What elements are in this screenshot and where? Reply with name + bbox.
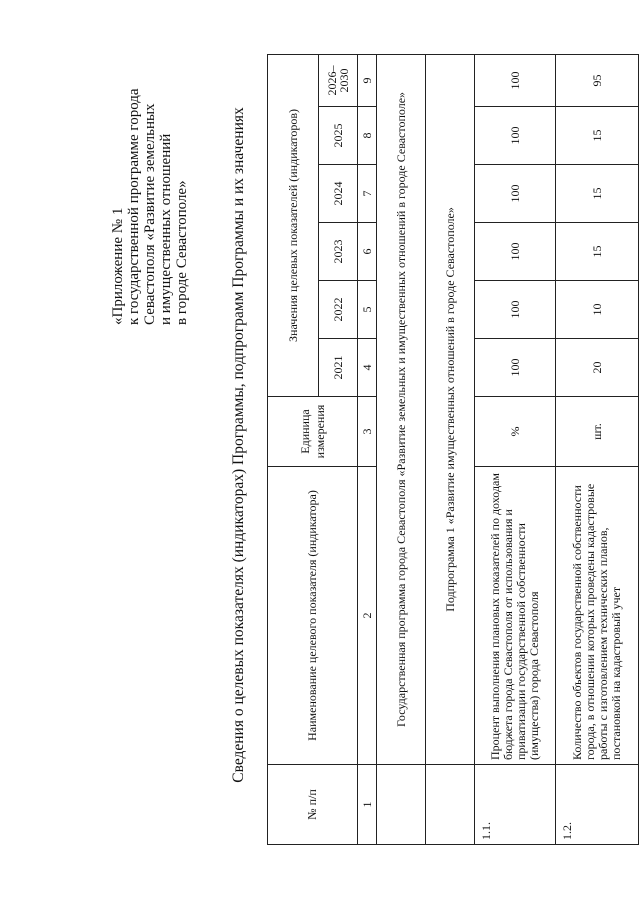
column-number: 3 [358,397,377,467]
column-number: 7 [358,165,377,223]
table-row [556,54,639,844]
header-no: № п/п [268,765,358,845]
column-number: 5 [358,281,377,339]
indicator-value: 100 [475,223,556,281]
indicator-value: 100 [475,339,556,397]
row-number: 1.2. [556,765,639,845]
indicator-value: 15 [556,223,639,281]
column-number: 2 [358,467,377,765]
appendix-line: в городе Севастополе» [174,180,190,325]
row-number: 1.1. [475,765,556,845]
header-row [268,54,319,844]
appendix-line: Севастополя «Развитие земельных [142,103,158,325]
column-number: 9 [358,54,377,106]
header-unit: Единица измерения [268,397,358,467]
subprogram-title: Подпрограмма 1 «Развитие имущественных отношений в городе Севастополе» [426,54,475,764]
appendix-line: и имущественных отношений [158,133,174,325]
indicators-table [267,54,639,845]
indicator-value: 15 [556,165,639,223]
program-row [377,54,426,844]
header-name: Наименование целевого показателя (индикатора) [268,467,358,765]
appendix-line: «Приложение № 1 [110,207,126,325]
indicator-value: 15 [556,107,639,165]
indicator-name: Количество объектов государственной собственности города, в отношении которых проведены кадастровые работы с изготовлением технических планов, постановкой на кадастровый учет [556,467,639,765]
column-number: 4 [358,339,377,397]
header-year: 2025 [319,107,358,165]
header-year: 2024 [319,165,358,223]
indicator-value: 100 [475,165,556,223]
column-number: 8 [358,107,377,165]
column-number: 6 [358,223,377,281]
header-year: 2023 [319,223,358,281]
indicator-value: 100 [475,281,556,339]
header-year: 2022 [319,281,358,339]
indicator-unit: шт. [556,397,639,467]
header-year: 2026–2030 [319,54,358,106]
indicator-unit: % [475,397,556,467]
appendix-note [110,55,190,325]
column-numbers-row [358,54,377,844]
subprogram-row [426,54,475,844]
document-title: Сведения о целевых показателях (индикаторах) Программы, подпрограмм Программы и их значениях [230,107,247,783]
header-values: Значения целевых показателей (индикаторов) [268,54,319,396]
indicator-name: Процент выполнения плановых показателей по доходам бюджета города Севастополя от использования и приватизации государственной собственности (имущества) города Севастополя [475,467,556,765]
indicator-value: 20 [556,339,639,397]
program-title: Государственная программа города Севастополя «Развитие земельных и имущественных отношений в городе Севастополе» [377,54,426,764]
indicator-value: 95 [556,54,639,106]
indicator-value: 100 [475,54,556,106]
indicator-value: 10 [556,281,639,339]
appendix-line: к государственной программе города [126,88,142,325]
indicator-value: 100 [475,107,556,165]
subprogram-row-spacer [426,765,475,845]
table-row [475,54,556,844]
header-year: 2021 [319,339,358,397]
column-number: 1 [358,765,377,845]
program-row-spacer [377,765,426,845]
